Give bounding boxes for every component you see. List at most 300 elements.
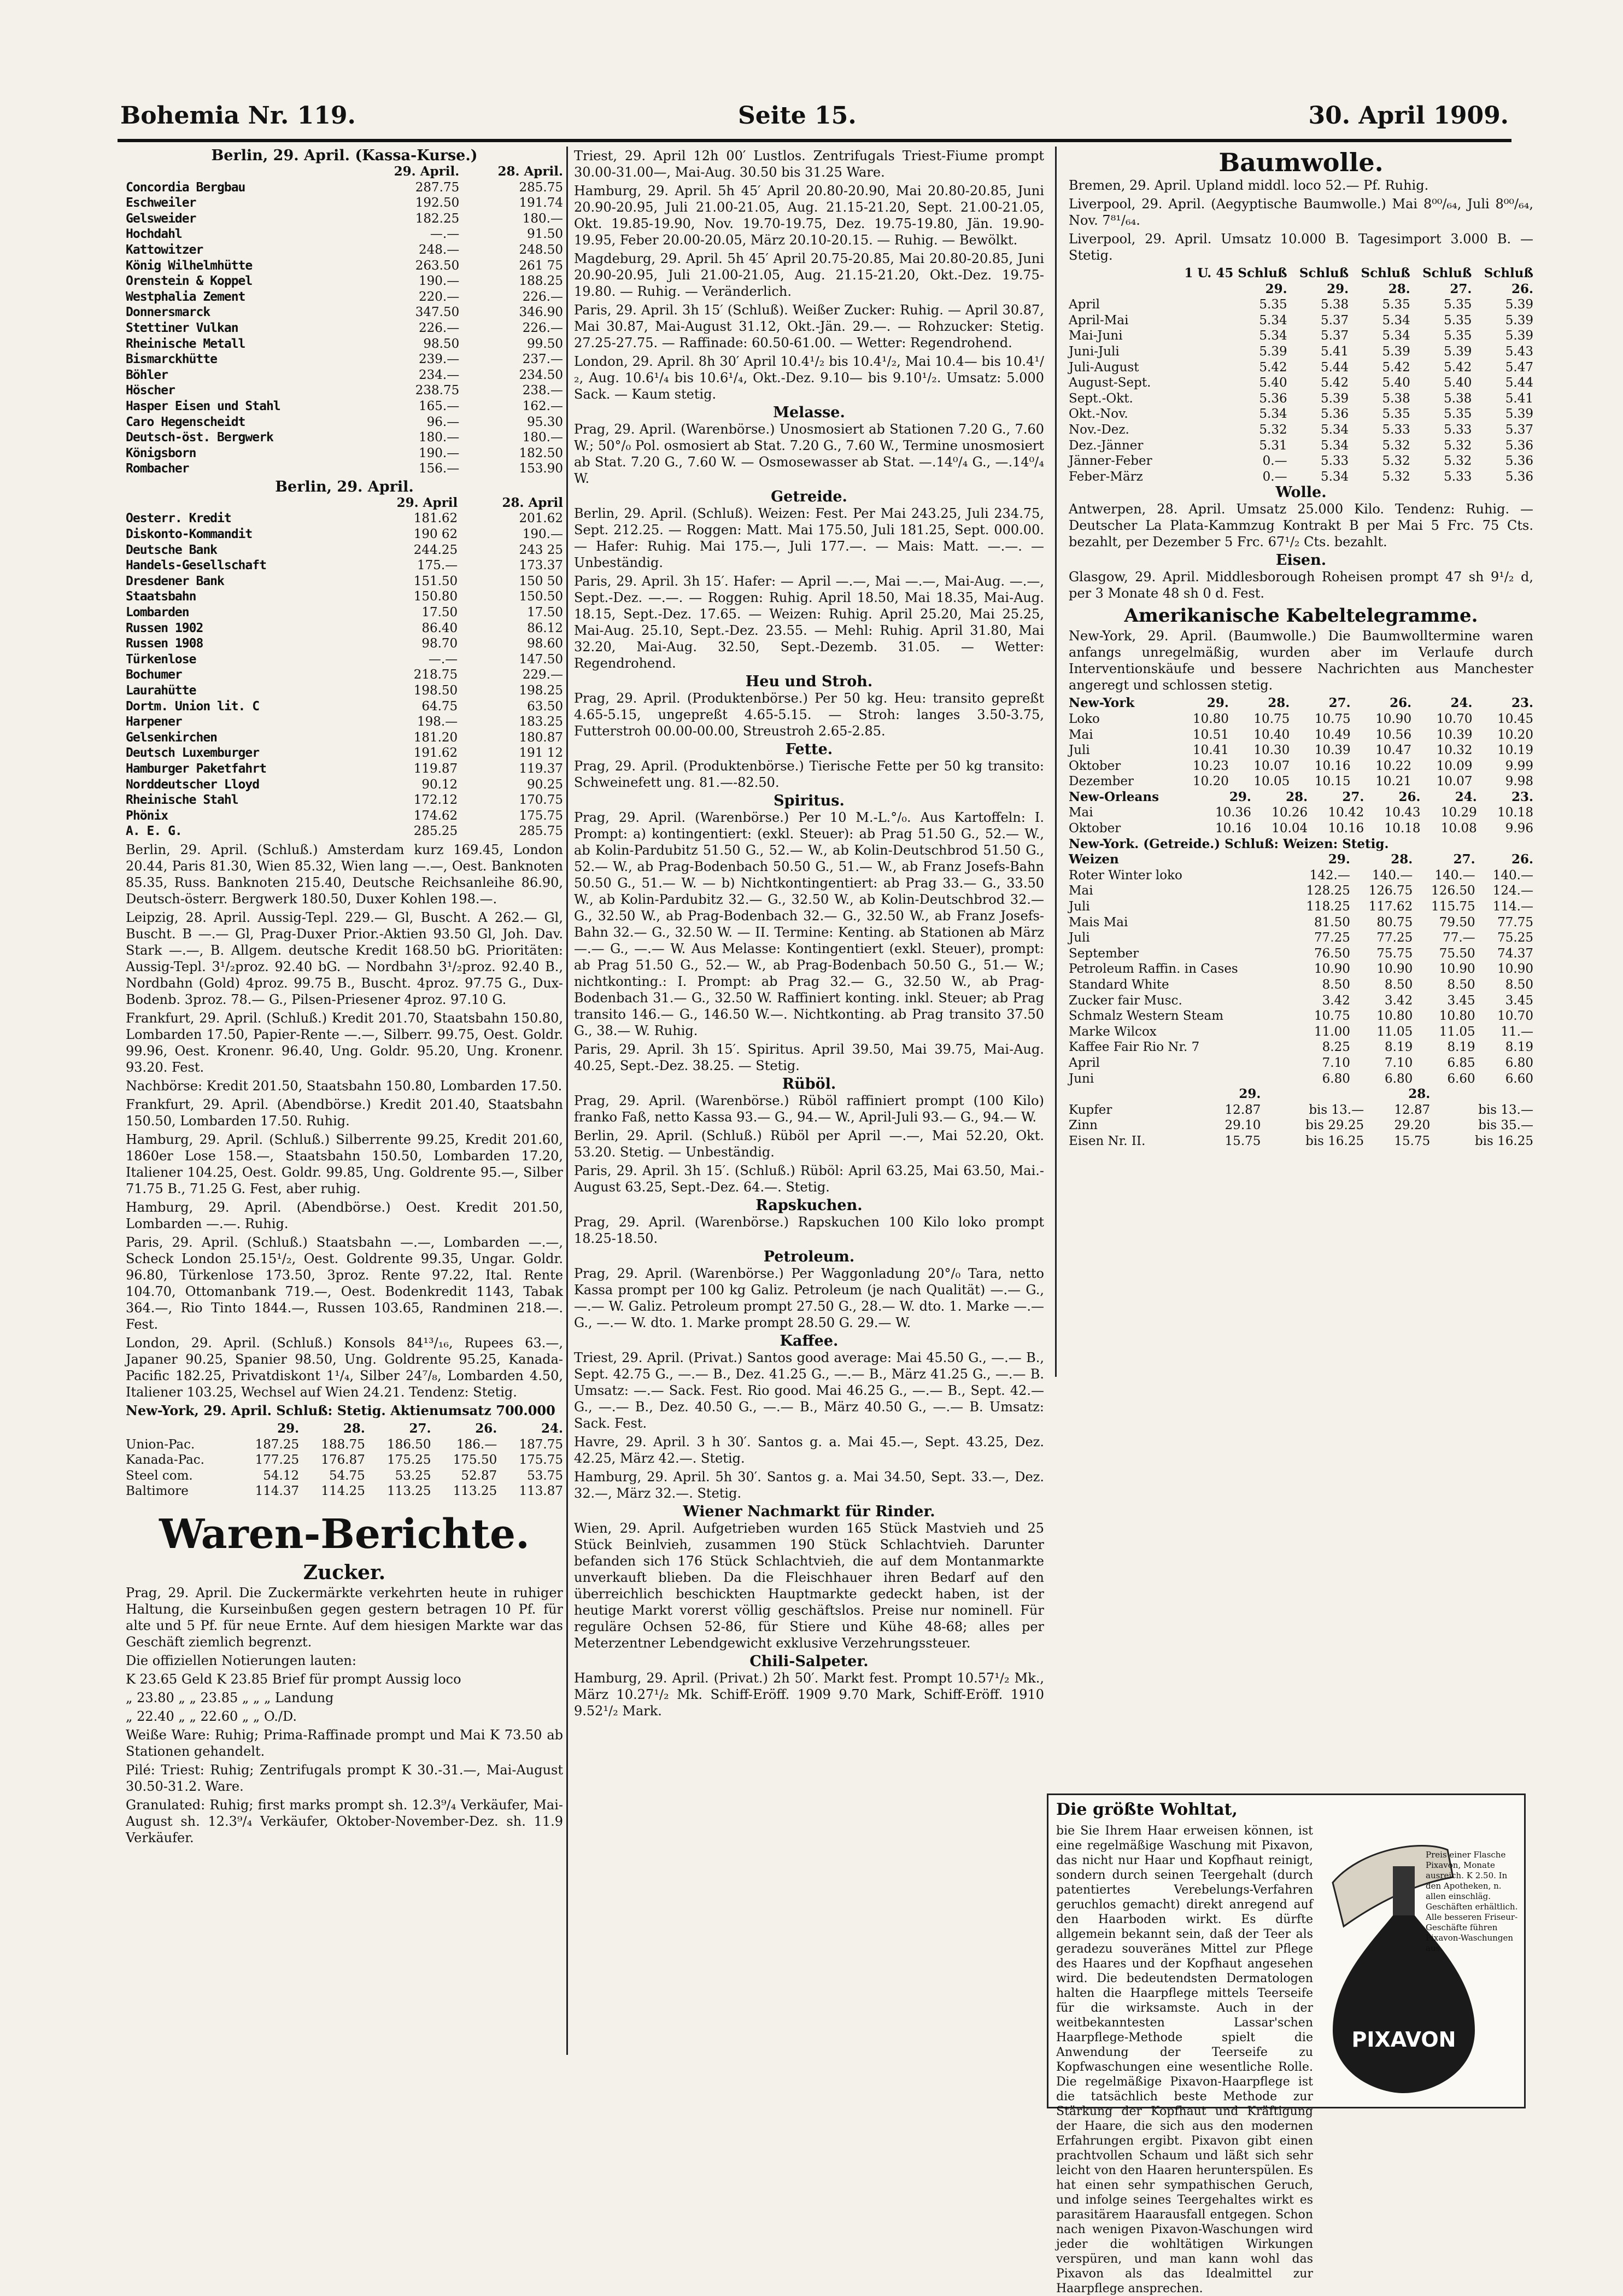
row-label: Roter Winter loko <box>1069 868 1182 883</box>
table-row <box>126 273 563 289</box>
kaffee-title: Kaffee. <box>780 1333 839 1349</box>
row-label: Bismarckhütte <box>126 352 218 367</box>
table-row <box>1069 743 1533 758</box>
row-label: Dresdener Bank <box>126 574 224 588</box>
cell-value: 5.34 <box>1259 407 1287 422</box>
cell-value: 29. April <box>396 495 458 510</box>
cell-value: 153.90 <box>519 461 563 476</box>
cell-value: 10.80 <box>1376 1009 1413 1024</box>
row-label: Stettiner Vulkan <box>126 320 238 335</box>
row-label: Juni-Juli <box>1069 344 1120 359</box>
row-label: Union-Pac. <box>126 1437 195 1452</box>
row-label: Petroleum Raffin. in Cases <box>1069 962 1238 977</box>
cell-value: 5.35 <box>1444 329 1472 343</box>
cell-value: 5.42 <box>1259 360 1287 375</box>
cell-value: 27. <box>1342 789 1364 804</box>
cell-value: 183.25 <box>519 715 563 729</box>
table-row <box>126 542 563 558</box>
cell-value: 5.35 <box>1382 297 1410 312</box>
report-paragraph: Paris, 29. April. 3h 15′. (Schluß.) Rüböl: April 63.25, Mai 63.50, Mai.-August 63.25, Sept.-Dez. 64.—. Stetig. <box>574 1163 1044 1195</box>
cell-value: 29. <box>1265 281 1287 296</box>
raps-title: Rapskuchen. <box>755 1197 863 1214</box>
getreide-reports <box>574 505 1044 671</box>
cell-value: 0.— <box>1262 454 1287 469</box>
cell-value: 5.35 <box>1259 297 1287 312</box>
row-label: Okt.-Nov. <box>1069 407 1128 422</box>
cell-value: 6.80 <box>1322 1071 1350 1086</box>
cell-value: 81.50 <box>1314 915 1350 930</box>
cell-value: 12.87 <box>1224 1102 1261 1117</box>
advert-price-note: Preis einer Flasche Pixavon, Monate ausreich. K 2.50. In den Apotheken, n. allen einschläg. Geschäften erhältlich. Alle besseren Friseur-Geschäfte führen Pixavon-Waschungen aus. <box>1426 1850 1518 1953</box>
row-label: Weizen <box>1069 852 1119 867</box>
report-paragraph: Nachbörse: Kredit 201.50, Staatsbahn 150.80, Lombarden 17.50. <box>126 1078 563 1094</box>
cell-value: 113.87 <box>519 1484 563 1499</box>
petroleum-text: Prag, 29. April. (Warenbörse.) Per Waggonladung 20°/₀ Tara, netto Kassa prompt per 100 kg Galiz. Petroleum (je nach Qualität) —.— G., —.— W. Galiz. Petroleum prompt 27.50 G., 28.— W. dto. 1. Marke —.— G., —.— W. dto. 1. Marke prompt 28.50 G. 29.— W. <box>574 1266 1044 1330</box>
row-label: Staatsbahn <box>126 589 196 604</box>
cell-value: 261 75 <box>519 258 563 273</box>
row-label: Orenstein & Koppel <box>126 274 253 289</box>
cell-value: 5.32 <box>1382 469 1410 484</box>
table-row <box>1069 313 1533 329</box>
row-label: Jänner-Feber <box>1069 454 1152 469</box>
cell-value: 114.25 <box>321 1484 365 1499</box>
table-row <box>1069 344 1533 360</box>
cell-value: 5.36 <box>1505 454 1533 469</box>
spiritus-title: Spiritus. <box>774 792 845 809</box>
cell-value: 5.32 <box>1259 422 1287 437</box>
cell-value: 165.— <box>419 399 460 413</box>
cell-value: 28. April. <box>497 164 563 179</box>
cell-value: 26. <box>1511 852 1533 867</box>
row-label: Rombacher <box>126 461 189 476</box>
cell-value: 150.80 <box>413 589 458 604</box>
table-row <box>126 808 563 824</box>
cell-value: 10.90 <box>1375 711 1412 726</box>
row-label: Phönix <box>126 808 168 823</box>
cell-value <box>1261 1086 1364 1102</box>
table-row <box>126 511 563 527</box>
cell-value: 26. <box>1398 789 1421 804</box>
chili-title: Chili-Salpeter. <box>749 1653 869 1670</box>
row-label: Kaffee Fair Rio Nr. 7 <box>1069 1040 1200 1055</box>
cell-value: Schluß <box>1422 266 1472 281</box>
table-row <box>126 352 563 367</box>
spiritus-reports <box>574 809 1044 1074</box>
cell-value: 77.25 <box>1314 931 1350 945</box>
cell-value: 9.99 <box>1505 758 1533 773</box>
cell-value: 285.75 <box>519 180 563 195</box>
cell-value: 147.50 <box>519 652 563 667</box>
pixavon-advert <box>1047 1793 1526 2295</box>
newyork-cotton-table <box>1069 696 1533 790</box>
row-label: Bochumer <box>126 668 182 682</box>
cell-value: 10.47 <box>1375 743 1412 758</box>
cell-value: 10.80 <box>1439 1009 1475 1024</box>
cell-value: 0.— <box>1262 469 1287 484</box>
row-label: Eschweiler <box>126 196 196 211</box>
table-row <box>1069 1039 1533 1055</box>
row-label: Zucker fair Musc. <box>1069 993 1182 1008</box>
report-paragraph: Liverpool, 29. April. (Aegyptische Baumwolle.) Mai 8⁰⁰/₆₄, Juli 8⁰⁰/₆₄, Nov. 7⁸¹/₆₄. <box>1069 196 1533 228</box>
cell-value: 17.50 <box>527 605 563 620</box>
rinder-title: Wiener Nachmarkt für Rinder. <box>683 1503 935 1520</box>
cell-value: 8.50 <box>1505 978 1533 992</box>
cell-value: 5.34 <box>1320 469 1349 484</box>
cell-value: 118.25 <box>1306 899 1350 914</box>
cell-value: 77.75 <box>1497 915 1533 930</box>
report-paragraph: London, 29. April. (Schluß.) Konsols 84¹³/₁₆, Rupees 63.—, Japaner 90.25, Spanier 98.50, Ung. Goldrente 95.25, Kanada-Pacific 182.25, Privatdiskont 1¹/₄, Silber 24⁷/₈, Lombarden 4.50, Italiener 103.25, Wechsel auf Wien 24.21. Tendenz: Stetig. <box>126 1335 563 1400</box>
table-row <box>126 699 563 715</box>
table-row <box>1069 961 1533 977</box>
cell-value: 188.25 <box>519 274 563 289</box>
cell-value: 6.80 <box>1385 1071 1413 1086</box>
cell-value: 5.39 <box>1444 344 1472 359</box>
table-row <box>1069 915 1533 931</box>
bottle-neck <box>1393 1866 1415 1915</box>
cell-value: 90.25 <box>527 777 563 792</box>
cell-value: 5.39 <box>1505 313 1533 328</box>
cell-value: 10.20 <box>1497 727 1533 742</box>
table-row <box>126 446 563 461</box>
row-label: Böhler <box>126 367 168 382</box>
cell-value: 8.19 <box>1385 1040 1413 1055</box>
cell-value: 151.50 <box>413 574 458 588</box>
row-label: Juli <box>1069 743 1090 758</box>
cell-value: 201.62 <box>519 511 563 526</box>
rueboel-reports <box>574 1093 1044 1195</box>
cell-value: 198.25 <box>519 683 563 698</box>
cell-value: 10.07 <box>1253 758 1290 773</box>
row-label: Höscher <box>126 383 175 398</box>
cell-value: 126.50 <box>1431 884 1475 898</box>
cell-value: 5.43 <box>1505 344 1533 359</box>
column-2 <box>574 148 1044 1721</box>
cell-value: 17.50 <box>421 605 458 620</box>
exchange-reports <box>126 842 563 1400</box>
cell-value: 175.— <box>417 558 458 573</box>
row-label <box>126 164 355 180</box>
zucker-reports <box>126 1585 563 1846</box>
cell-value: 119.37 <box>519 761 563 776</box>
fette-text: Prag, 29. April. (Produktenbörse.) Tierische Fette per 50 kg transito: Schweinefett ung. 81.—-82.50. <box>574 758 1044 790</box>
table-row <box>1069 453 1533 469</box>
cell-value: 10.45 <box>1497 711 1533 726</box>
table-row <box>126 683 563 699</box>
table-row <box>1069 375 1533 391</box>
cell-value: 23. <box>1511 696 1533 711</box>
baumwolle-table <box>1069 266 1533 484</box>
getreide-title: Getreide. <box>771 488 847 505</box>
cell-value: 5.39 <box>1320 391 1349 406</box>
report-paragraph: Paris, 29. April. (Schluß.) Staatsbahn —.—, Lombarden —.—, Scheck London 25.15¹/₂, Oest. Goldrente 99.35, Ungar. Goldr. 96.80, Türkenlose 173.50, 3proz. Rente 97.22, Ital. Rente 104.70, Ottomanbank 719.—, Oest. Bodenkredit 1143, Tabak 364.—, Rio Tinto 1844.—, Russen 103.65, Randminen 218.—. Fest. <box>126 1234 563 1332</box>
cell-value: 98.70 <box>421 636 458 651</box>
row-label: Baltimore <box>126 1484 189 1499</box>
cell-value: 170.75 <box>519 793 563 808</box>
cell-value: 53.25 <box>395 1468 431 1483</box>
table-row <box>126 320 563 336</box>
cell-value: 5.38 <box>1444 391 1472 406</box>
table-row <box>126 745 563 761</box>
cell-value: 186.— <box>456 1437 497 1452</box>
cell-value: 8.50 <box>1385 978 1413 992</box>
cell-value: 10.42 <box>1328 805 1364 820</box>
cell-value: bis 35.— <box>1478 1118 1533 1133</box>
issue-date: 30. April 1909. <box>1308 102 1509 130</box>
cell-value: 238.— <box>522 383 563 398</box>
row-label: Nov.-Dez. <box>1069 422 1129 437</box>
cell-value: 190 62 <box>413 527 458 542</box>
cell-value: 10.90 <box>1497 962 1533 977</box>
cell-value: 244.25 <box>413 542 458 557</box>
cell-value: 64.75 <box>421 699 458 714</box>
cell-value: 180.87 <box>519 730 563 745</box>
cell-value: 75.75 <box>1376 946 1413 961</box>
cell-value: 5.39 <box>1382 344 1410 359</box>
cell-value: 10.16 <box>1215 821 1251 836</box>
table-row <box>126 574 563 589</box>
table-row <box>126 430 563 446</box>
row-label: Harpener <box>126 715 182 729</box>
row-label: Oktober <box>1069 821 1121 836</box>
cell-value: —.— <box>428 652 458 667</box>
cell-value: 187.25 <box>255 1437 300 1452</box>
cell-value: 11.00 <box>1314 1024 1350 1039</box>
row-label: Schmalz Western Steam <box>1069 1009 1224 1024</box>
table-row <box>126 336 563 352</box>
cell-value: Schluß <box>1484 266 1533 281</box>
cell-value: 6.60 <box>1505 1071 1533 1086</box>
table-row <box>126 1452 563 1468</box>
row-label: Loko <box>1069 711 1100 726</box>
row-label: Sept.-Okt. <box>1069 391 1133 406</box>
rueboel-title: Rüböl. <box>782 1076 836 1093</box>
cell-value: 29. <box>1328 852 1350 867</box>
cell-value: 5.33 <box>1444 422 1472 437</box>
cell-value: 182.50 <box>519 446 563 460</box>
cell-value: 9.96 <box>1505 821 1533 836</box>
cell-value: 5.35 <box>1444 313 1472 328</box>
report-paragraph: Triest, 29. April 12h 00′ Lustlos. Zentrifugals Triest-Fiume prompt 30.00-31.00—, Mai-Aug. 30.50 bis 31.25 Ware. <box>574 148 1044 180</box>
table-row <box>126 667 563 683</box>
row-label <box>126 495 352 511</box>
table-row <box>1069 391 1533 407</box>
cell-value: bis 16.25 <box>1474 1134 1533 1148</box>
cell-value: 176.87 <box>321 1453 365 1468</box>
cell-value: 140.— <box>1434 868 1475 883</box>
cell-value: 79.50 <box>1439 915 1475 930</box>
cell-value: 175.75 <box>519 1453 563 1468</box>
eisen-text: Glasgow, 29. April. Middlesborough Roheisen prompt 47 sh 9¹/₂ d, per 3 Monate 48 sh 0 d. Fest. <box>1069 569 1533 601</box>
kassa-table <box>126 164 563 477</box>
cell-value: 28. <box>1391 852 1413 867</box>
cell-value: 5.32 <box>1382 454 1410 469</box>
cell-value: 26. <box>1390 696 1412 711</box>
cell-value: 5.34 <box>1320 422 1349 437</box>
cell-value: 175.75 <box>519 808 563 823</box>
baumwolle-reports <box>1069 177 1533 264</box>
cell-value: 5.42 <box>1444 360 1472 375</box>
table-row <box>126 589 563 605</box>
report-paragraph: Prag, 29. April. (Warenbörse.) Rüböl raffiniert prompt (100 Kilo) franko Faß, netto Kassa 93.— G., 94.— W., April-Juli 93.— G., 94.— W. <box>574 1093 1044 1125</box>
cell-value <box>1430 1086 1533 1102</box>
report-paragraph: Frankfurt, 29. April. (Abendbörse.) Kredit 201.40, Staatsbahn 150.50, Lombarden 17.50. Ruhig. <box>126 1096 563 1129</box>
cell-value: bis 29.25 <box>1305 1118 1364 1133</box>
waren-title: Waren-Berichte. <box>159 1510 530 1558</box>
row-label: Gelsenkirchen <box>126 730 218 745</box>
table-header-row <box>126 164 563 180</box>
cell-value: 181.62 <box>413 511 458 526</box>
cell-value: 263.50 <box>415 258 460 273</box>
cell-value: 229.— <box>522 668 563 682</box>
cell-value: 5.40 <box>1444 376 1472 390</box>
cell-value: 27. <box>1453 852 1475 867</box>
cell-value: 117.62 <box>1368 899 1413 914</box>
row-label: Diskonto-Kommandit <box>126 527 253 542</box>
table-row <box>126 636 563 652</box>
cell-value: 3.42 <box>1322 993 1350 1008</box>
heu-title: Heu und Stroh. <box>745 673 873 690</box>
cell-value: 27. <box>409 1421 431 1436</box>
cell-value: 5.39 <box>1259 344 1287 359</box>
cell-value: 7.10 <box>1322 1055 1350 1070</box>
report-paragraph: Hamburg, 29. April. 5h 30′. Santos g. a. Mai 34.50, Sept. 33.—, Dez. 32.—, März 32.—. Stetig. <box>574 1469 1044 1501</box>
table-header-row <box>1069 696 1533 711</box>
cell-value: 75.25 <box>1497 931 1533 945</box>
row-label: April <box>1069 1055 1100 1070</box>
row-label: Hochdahl <box>126 227 182 242</box>
row-label: Mai <box>1069 805 1093 820</box>
cell-value: 11.05 <box>1439 1024 1475 1039</box>
cell-value: 5.44 <box>1505 376 1533 390</box>
cell-value: 10.16 <box>1314 758 1351 773</box>
table-row <box>1069 1008 1533 1024</box>
row-label: Dortm. Union lit. C <box>126 699 260 714</box>
row-label: Eisen Nr. II. <box>1069 1134 1146 1148</box>
cell-value: 156.— <box>419 461 460 476</box>
table-row <box>1069 758 1533 774</box>
cell-value: 198.— <box>417 715 458 729</box>
row-label: A. E. G. <box>126 824 182 839</box>
column-1 <box>126 148 563 1848</box>
table-header-row <box>1069 837 1533 852</box>
row-label: König Wilhelmhütte <box>126 258 253 273</box>
neworleans-cotton-table <box>1069 790 1533 837</box>
table-row <box>126 730 563 746</box>
cell-value: 180.— <box>419 430 460 445</box>
cell-value: 243 25 <box>519 542 563 557</box>
cell-value: 5.34 <box>1259 313 1287 328</box>
table-row <box>126 461 563 477</box>
cell-value: 191.62 <box>413 746 458 761</box>
table-row <box>126 258 563 274</box>
cell-value: 234.— <box>419 367 460 382</box>
cell-value: 11.— <box>1501 1024 1533 1039</box>
cell-value: 52.87 <box>461 1468 497 1483</box>
table-row <box>126 761 563 777</box>
cell-value: 5.47 <box>1505 360 1533 375</box>
cell-value: 10.70 <box>1436 711 1473 726</box>
cell-value: 1 U. 45 Schluß <box>1184 266 1287 281</box>
row-label: Königsborn <box>126 446 196 460</box>
row-label: Standard White <box>1069 978 1169 992</box>
row-label: Dezember <box>1069 774 1134 789</box>
row-label: Dez.-Jänner <box>1069 438 1144 453</box>
cell-value: 190.— <box>419 446 460 460</box>
cell-value: 28. April <box>502 495 563 510</box>
cell-value: 74.37 <box>1497 946 1533 961</box>
cell-value: 175.25 <box>387 1453 431 1468</box>
cell-value: 15.75 <box>1394 1134 1431 1148</box>
cell-value: 162.— <box>522 399 563 413</box>
eisen-title: Eisen. <box>1275 552 1327 569</box>
cell-value: 10.20 <box>1193 774 1229 789</box>
rinder-text: Wien, 29. April. Aufgetrieben wurden 165 Stück Mastvieh und 25 Stück Beinlvieh, zusammen 190 Stück Schlachtvieh. Darunter befanden sich 176 Stück Schlachtvieh, die auf dem Montanmarkte unverkauft blieben. Da die Fleischhauer ihren Bedarf auf den überreichlich beschickten Hauptmarkte gedeckt haben, ist der heutige Markt vorerst völlig geschäftslos. Preise nur nominell. Für reguläre Ochsen 52-86, für Stiere und Kühe 48-68; alles per Meterzentner Lebendgewicht exklusive Verzehrungssteuer. <box>574 1521 1044 1651</box>
cell-value: 5.33 <box>1382 422 1410 437</box>
cell-value: 237.— <box>522 352 563 367</box>
row-label: Kanada-Pac. <box>126 1453 204 1468</box>
cell-value: 5.33 <box>1320 454 1349 469</box>
cell-value: 10.36 <box>1215 805 1251 820</box>
table-header-row <box>1069 282 1533 297</box>
fette-title: Fette. <box>785 741 833 758</box>
table-row <box>1069 868 1533 884</box>
cell-value: 23. <box>1511 789 1533 804</box>
newyork-title: New-York, 29. April. Schluß: Stetig. Aktienumsatz 700.000 <box>126 1402 555 1418</box>
cell-value: 80.75 <box>1376 915 1413 930</box>
row-label: Türkenlose <box>126 652 196 667</box>
cell-value: 5.36 <box>1505 469 1533 484</box>
cell-value: 28. <box>1268 696 1290 711</box>
cell-value: 10.39 <box>1436 727 1473 742</box>
cell-value: 8.50 <box>1447 978 1475 992</box>
cell-value: 5.41 <box>1320 344 1349 359</box>
cell-value: 113.25 <box>453 1484 497 1499</box>
cell-value: 172.12 <box>413 793 458 808</box>
cell-value: 10.07 <box>1436 774 1473 789</box>
table-row <box>1069 821 1533 837</box>
raps-text: Prag, 29. April. (Warenbörse.) Rapskuchen 100 Kilo loko prompt 18.25-18.50. <box>574 1214 1044 1246</box>
row-label: Juli-August <box>1069 360 1139 375</box>
cell-value: 28. <box>1286 789 1308 804</box>
cell-value: 188.75 <box>321 1437 365 1452</box>
table-row <box>1069 977 1533 993</box>
cell-value: 190.— <box>522 527 563 542</box>
cell-value: 54.75 <box>329 1468 365 1483</box>
cell-value: bis 13.— <box>1309 1102 1364 1117</box>
cell-value: 10.09 <box>1436 758 1473 773</box>
cell-value: 347.50 <box>415 305 460 320</box>
berlin2-title: Berlin, 29. April. <box>275 478 414 495</box>
table-row <box>1069 993 1533 1009</box>
wolle-text: Antwerpen, 28. April. Umsatz 25.000 Kilo. Tendenz: Ruhig. — Deutscher La Plata-Kammzug Kontrakt B per Mai 5 Frc. 75 Cts. bezahlt, per Dezember 5 Frc. 67¹/₂ Cts. bezahlt. <box>1069 501 1533 550</box>
baumwolle-title: Baumwolle. <box>1218 148 1384 177</box>
cell-value: 10.22 <box>1375 758 1412 773</box>
table-row <box>1069 1024 1533 1040</box>
cell-value: 181.20 <box>413 730 458 745</box>
table-row <box>126 558 563 574</box>
row-label: April <box>1069 297 1100 312</box>
report-paragraph: Prag, 29. April. (Warenbörse.) Per 10 M.-L.°/₀. Aus Kartoffeln: I. Prompt: a) kontingentiert: (exkl. Steuer): ab Prag 51.50 G., 52.— W., ab Kolin-Pardubitz 51.50 G., 52.— W., ab Kolin-Deutschbrod 51.50 G., 52.— W., ab Prag-Bodenbach 50.50 G., 51.— W., ab Franz Josefs-Bahn 50.50 G., 51.— W. — b) Nichtkontingentiert: ab Prag 33.— G., 33.50 W., ab Kolin-Pardubitz 32.— G., 32.50 W., ab Kolin-Deutschbrod 32.— G., 32.50 W., ab Prag-Bodenbach 32.— G., 32.50 W., ab Franz Josefs-Bahn 32.— G., 32.50 W. — II. Termine: Kenting. ab Stationen ab März —.— G., —.— W. Aus Melasse: Kontingentiert (exkl. Steuer), prompt: ab Prag 51.50 G., 52.— W., ab Prag-Bodenbach 50.50 G., 51.— W.; nichtkonting.: I. Prompt: ab Prag 32.— G., 32.50 W., ab Prag-Bodenbach 31.— G., 32.50 W. Raffiniert konting. inkl. Steuer; ab Prag transito 146.— G., 146.50 W.—. Nichtkonting. ab Prag transito 37.50 G., 38.— W. Ruhig. <box>574 810 1044 1038</box>
cell-value: 5.36 <box>1259 391 1287 406</box>
cell-value: 10.90 <box>1439 962 1475 977</box>
cell-value: 150.50 <box>519 589 563 604</box>
row-label: September <box>1069 946 1139 961</box>
cell-value: 113.25 <box>387 1484 431 1499</box>
report-paragraph: Berlin, 29. April. (Schluß.) Amsterdam kurz 169.45, London 20.44, Paris 81.30, Wien 85.32, Wien lang —.—, Oest. Banknoten 85.35, Russ. Banknoten 215.40, Deutsche Reichsanleihe 86.90, Deutsch-österr. Bergwerk 180.50, Duxer Kohlen 198.—. <box>126 842 563 907</box>
cell-value: 95.30 <box>527 414 563 429</box>
cell-value: 187.75 <box>519 1437 563 1452</box>
cell-value: 29. <box>1239 1086 1261 1102</box>
